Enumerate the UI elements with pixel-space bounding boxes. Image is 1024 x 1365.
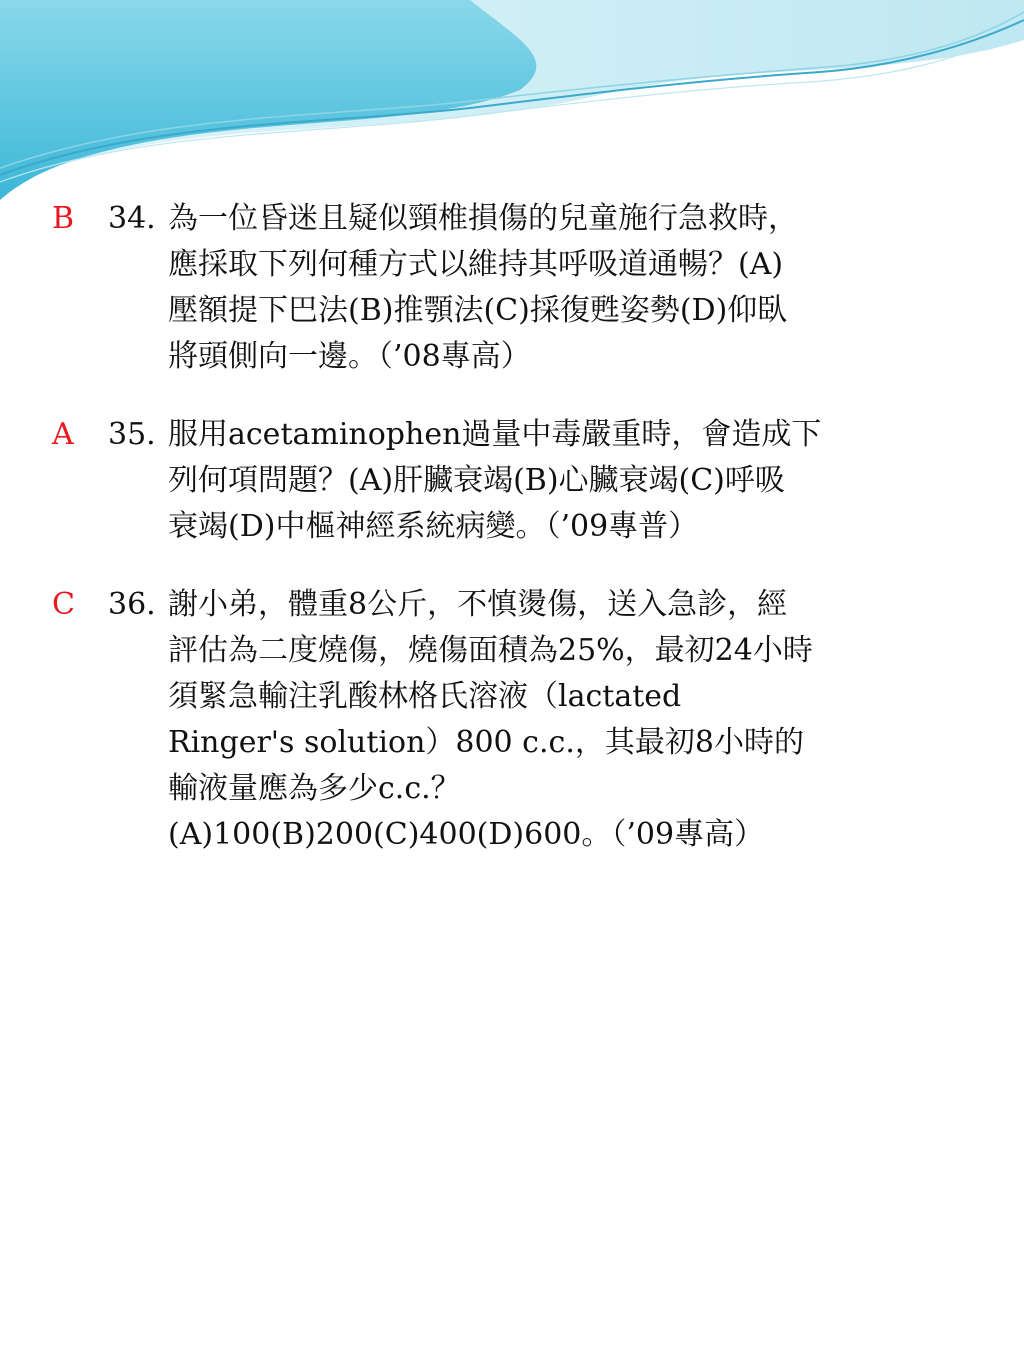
- answer-key: C: [52, 587, 75, 622]
- question-item: [50, 412, 980, 550]
- question-text-line: 壓額提下巴法(B)推顎法(C)採復甦姿勢(D)仰臥: [168, 293, 788, 328]
- answer-key: B: [52, 201, 75, 236]
- header-wave-decoration: [0, 0, 1024, 215]
- question-item: [50, 196, 980, 380]
- question-text-line: 須緊急輸注乳酸林格氏溶液（lactated: [168, 679, 682, 714]
- answer-key: A: [52, 417, 74, 452]
- question-text-line: 謝小弟，體重8公斤，不慎燙傷，送入急診，經: [168, 587, 788, 622]
- question-number: 34.: [108, 201, 156, 236]
- question-item: [50, 582, 980, 858]
- question-text-line: 列何項問題？(A)肝臟衰竭(B)心臟衰竭(C)呼吸: [168, 463, 785, 498]
- question-text-line: 應採取下列何種方式以維持其呼吸道通暢？(A): [168, 247, 784, 282]
- question-text-line: 衰竭(D)中樞神經系統病變。（’09專普）: [168, 509, 699, 544]
- question-text-line: Ringer's solution）800 c.c.，其最初8小時的: [168, 725, 804, 760]
- question-text-line: (A)100(B)200(C)400(D)600。（’09專高）: [168, 817, 765, 852]
- question-list: [50, 196, 980, 890]
- wave-band-main: [0, 0, 536, 200]
- question-text-line: 評估為二度燒傷，燒傷面積為25%，最初24小時: [168, 633, 813, 668]
- question-text-line: 將頭側向一邊。（’08專高）: [168, 339, 531, 374]
- question-text-line: 服用acetaminophen過量中毒嚴重時，會造成下: [168, 417, 822, 452]
- question-text-line: 為一位昏迷且疑似頸椎損傷的兒童施行急救時，: [168, 201, 798, 236]
- question-number: 36.: [108, 587, 156, 622]
- question-text-line: 輸液量應為多少c.c.？: [168, 771, 461, 806]
- question-number: 35.: [108, 417, 156, 452]
